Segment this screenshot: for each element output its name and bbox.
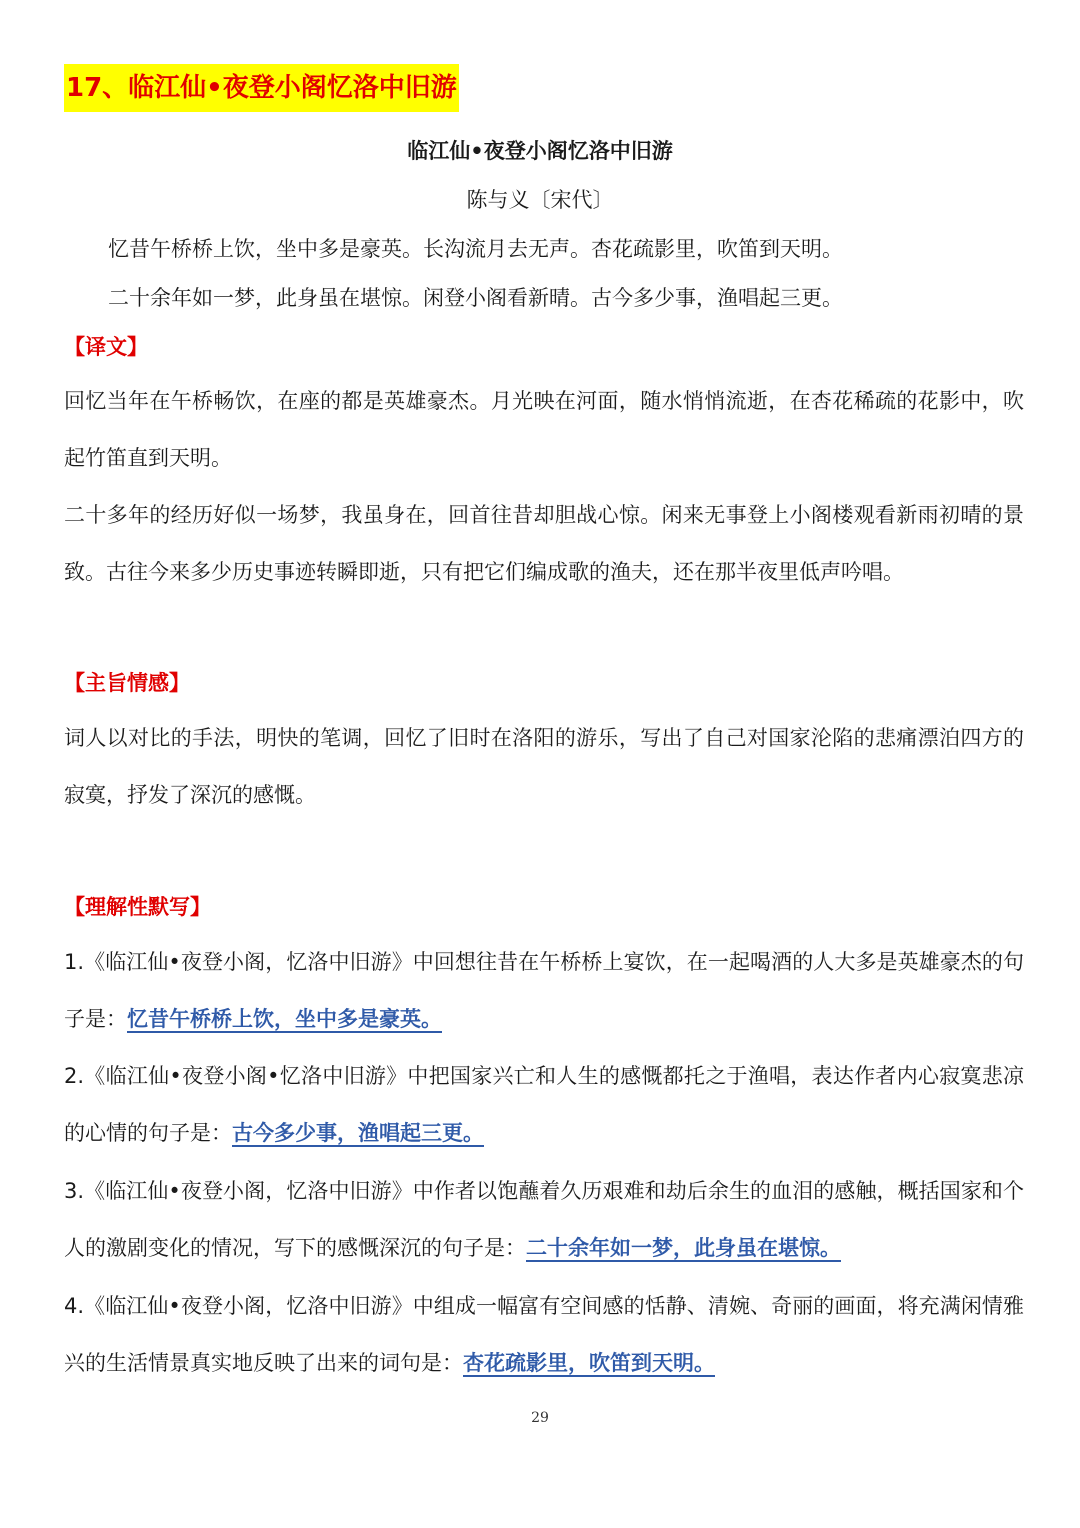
poem-title: 临江仙•夜登小阁忆洛中旧游 [407,139,673,163]
poem-line: 二十余年如一梦，此身虽在堪惊。闲登小阁看新晴。古今多少事，渔唱起三更。 [108,286,843,310]
dictation-answer: 古今多少事，渔唱起三更。 [232,1121,484,1145]
dictation-item [64,1278,1024,1392]
translation-label: 【译文】 [64,335,148,359]
page-number: 29 [531,1410,549,1426]
dictation-question: 3.《临江仙•夜登小阁，忆洛中旧游》中作者以饱蘸着久历艰难和劫后余生的血泪的感触，概括国家和个人的激剧变化的情况，写下的感慨深沉的句子是： [64,1179,1024,1260]
dictation-question: 1.《临江仙•夜登小阁，忆洛中旧游》中回想往昔在午桥桥上宴饮，在一起喝酒的人大多是英雄豪杰的句子是： [64,950,1024,1031]
dictation-item [64,1048,1024,1162]
dictation-question: 2.《临江仙•夜登小阁•忆洛中旧游》中把国家兴亡和人生的感慨都托之于渔唱，表达作者内心寂寞悲凉的心情的句子是： [64,1064,1024,1145]
section-heading: 17、临江仙•夜登小阁忆洛中旧游 [64,64,459,112]
poem-author: 陈与义〔宋代〕 [466,188,614,212]
theme-text: 词人以对比的手法，明快的笔调，回忆了旧时在洛阳的游乐，写出了自己对国家沦陷的悲痛漂泊四方的寂寞，抒发了深沉的感慨。 [64,726,1024,807]
dictation-item [64,1163,1024,1277]
translation-paragraph: 二十多年的经历好似一场梦，我虽身在，回首往昔却胆战心惊。闲来无事登上小阁楼观看新雨初晴的景致。古往今来多少历史事迹转瞬即逝，只有把它们编成歌的渔夫，还在那半夜里低声吟唱。 [64,503,1024,584]
dictation-question: 4.《临江仙•夜登小阁，忆洛中旧游》中组成一幅富有空间感的恬静、清婉、奇丽的画面，将充满闲情雅兴的生活情景真实地反映了出来的词句是： [64,1294,1024,1375]
poem-line: 忆昔午桥桥上饮，坐中多是豪英。长沟流月去无声。杏花疏影里，吹笛到天明。 [108,237,843,261]
dictation-label: 【理解性默写】 [64,895,211,919]
dictation-item [64,934,1024,1048]
dictation-answer: 杏花疏影里，吹笛到天明。 [463,1351,715,1375]
translation-paragraph: 回忆当年在午桥畅饮，在座的都是英雄豪杰。月光映在河面，随水悄悄流逝，在杏花稀疏的花影中，吹起竹笛直到天明。 [64,389,1024,470]
dictation-answer: 二十余年如一梦，此身虽在堪惊。 [526,1236,841,1260]
dictation-answer: 忆昔午桥桥上饮，坐中多是豪英。 [127,1007,442,1031]
theme-label: 【主旨情感】 [64,671,190,695]
